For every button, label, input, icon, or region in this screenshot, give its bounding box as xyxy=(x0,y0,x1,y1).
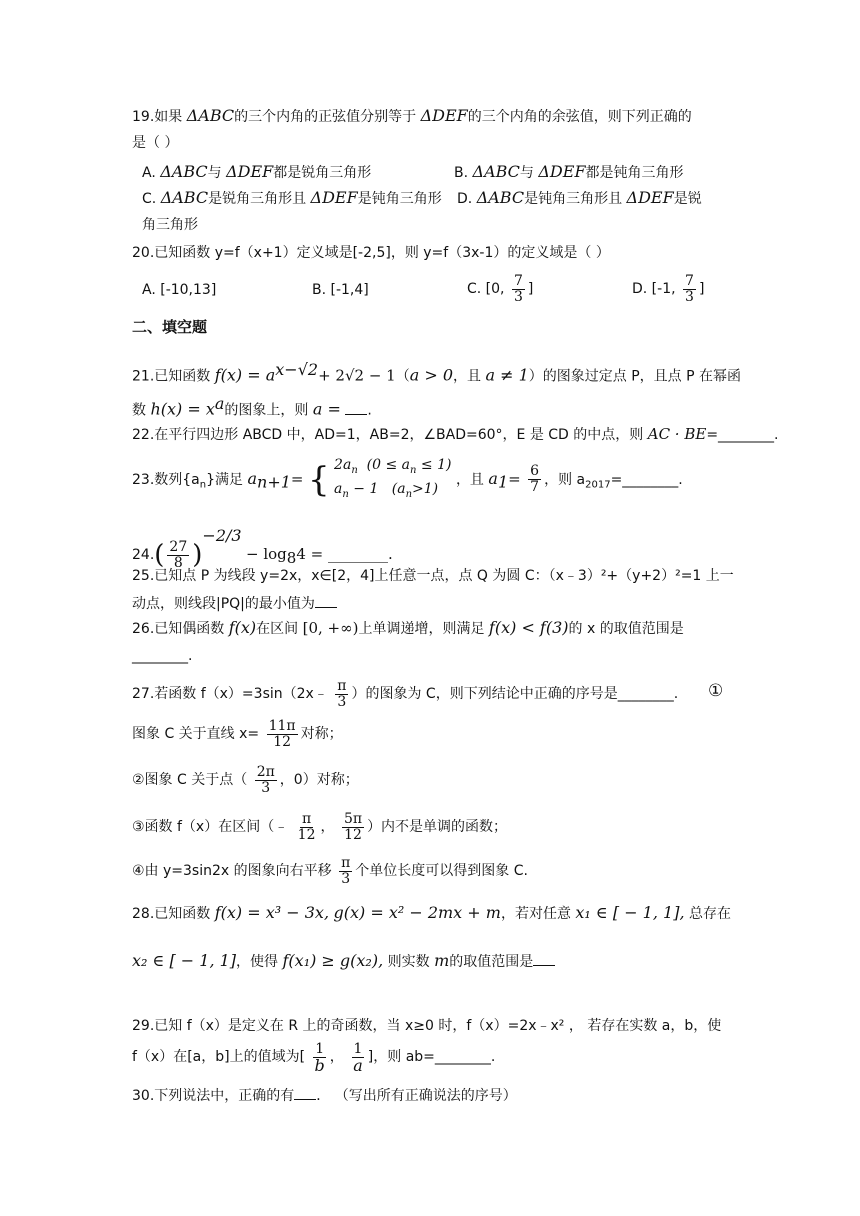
brace: { xyxy=(307,459,330,500)
fraction xyxy=(335,679,348,710)
text: 都是钝角三角形 xyxy=(585,165,684,181)
frac-den: 3 xyxy=(341,870,351,887)
answer-blank[interactable] xyxy=(533,951,555,966)
frac-num: 1 xyxy=(353,1040,363,1057)
math-def: ΔDEF xyxy=(626,188,674,207)
q20-option-c xyxy=(467,272,533,306)
text: 与 xyxy=(207,165,222,181)
paren: ) xyxy=(192,540,203,570)
q27-circle-1: ① xyxy=(708,681,724,701)
subscript: 8 xyxy=(286,548,297,567)
text: 是（ ） xyxy=(132,135,179,151)
frac-num: 6 xyxy=(530,463,540,480)
math: = xyxy=(290,469,304,488)
answer-blank[interactable] xyxy=(294,1085,316,1100)
subscript: n xyxy=(351,464,358,476)
case-cond: >1) xyxy=(412,480,439,497)
text: 27.若函数 f（x）=3sin（2x﹣ xyxy=(132,686,328,702)
text: 29.已知 f（x）是定义在 R 上的奇函数，当 x≥0 时，f（x）=2x﹣x² ， 若存在实数 a，b，使 xyxy=(132,1018,722,1034)
text: 对称； xyxy=(300,726,343,742)
text: 的三个内角的余弦值，则下列正确的 xyxy=(467,109,692,125)
frac-den: 12 xyxy=(344,826,362,843)
fraction xyxy=(528,464,541,495)
text: 是锐 xyxy=(673,191,702,207)
piecewise-cases xyxy=(334,456,451,504)
text: ）内不是单调的函数； xyxy=(367,819,508,835)
math-abc: ΔABC xyxy=(160,188,209,207)
text: 22.在平行四边形 ABCD 中，AD=1，AB=2，∠BAD=60°，E 是 CD 的中点，则 xyxy=(132,427,644,443)
case-cond: ≤ 1) xyxy=(416,457,452,473)
text: =________. xyxy=(610,471,683,488)
frac-num: π xyxy=(301,810,312,827)
text: ④由 y=3sin2x 的图象向右平移 xyxy=(132,863,332,879)
text: A. [-10,13] xyxy=(142,282,217,298)
math: f(x) < f(3) xyxy=(488,618,569,637)
math: a xyxy=(488,468,498,488)
math-vector: AC · BE xyxy=(647,425,707,443)
q27-statement-2 xyxy=(132,763,359,797)
q27-statement-4 xyxy=(132,854,528,888)
q27-line1 xyxy=(132,677,678,711)
math: a > 0 xyxy=(409,365,454,385)
fraction xyxy=(267,719,298,750)
text: 是钝角三角形且 xyxy=(524,191,623,207)
math: h(x) = x xyxy=(150,399,215,419)
option-label: A. xyxy=(142,165,156,181)
text: 个单位长度可以得到图象 C. xyxy=(355,863,528,879)
q20-option-b xyxy=(312,280,369,300)
q25-line1 xyxy=(132,566,734,586)
text: 图象 C 关于直线 x= xyxy=(132,726,260,742)
math-def: ΔDEF xyxy=(310,188,358,207)
frac-den: 3 xyxy=(685,288,694,305)
frac-num: π xyxy=(341,854,351,871)
math: + 2√2 − 1 xyxy=(318,366,396,385)
math: f(x) = a xyxy=(214,365,276,385)
q23-stem xyxy=(132,456,683,508)
fraction xyxy=(313,1042,327,1073)
math-exp: x−√2 xyxy=(275,360,319,379)
math: − log xyxy=(246,545,287,563)
fraction xyxy=(296,812,318,843)
math: 4 = ________. xyxy=(296,545,393,563)
text: ）的图象过定点 P，且点 P 在幂函 xyxy=(528,368,742,385)
text: ③函数 f（x）在区间（﹣ xyxy=(132,819,289,835)
q19-option-b xyxy=(454,162,684,183)
text: 的取值范围是 xyxy=(449,954,534,970)
frac-den: 8 xyxy=(173,554,183,571)
math: f(x) = x³ − 3x, xyxy=(214,903,330,922)
section-heading: 二、填空题 xyxy=(132,318,208,336)
q20-option-a xyxy=(142,280,216,300)
q20-stem xyxy=(132,243,610,263)
frac-num: 7 xyxy=(685,272,694,289)
fraction xyxy=(255,765,277,796)
subscript: 2017 xyxy=(585,479,611,491)
fraction xyxy=(512,274,525,305)
fraction xyxy=(339,856,352,887)
math-def: ΔDEF xyxy=(226,162,274,181)
subscript: n+1 xyxy=(257,472,291,492)
subscript: n xyxy=(199,479,207,491)
math-exp: −2/3 xyxy=(202,526,242,545)
option-label: B. xyxy=(454,165,469,181)
fraction xyxy=(351,1042,365,1073)
text: ②图象 C 关于点（ xyxy=(132,772,248,788)
text: ，0）对称； xyxy=(279,772,359,788)
q30-stem xyxy=(132,1085,517,1106)
text: 24. xyxy=(132,547,155,563)
text: 的图象上，则 xyxy=(224,402,309,419)
math: x₁ ∈ [ − 1, 1], xyxy=(575,903,685,922)
fraction xyxy=(683,274,696,305)
text: 19.如果 xyxy=(132,109,183,125)
option-label: C. xyxy=(142,191,157,207)
q28-line1 xyxy=(132,903,731,924)
text: B. [-1,4] xyxy=(312,282,369,298)
case-cond: (0 ≤ a xyxy=(366,457,411,473)
frac-num: 7 xyxy=(513,272,523,289)
text: ] xyxy=(527,281,534,297)
math-abc: ΔABC xyxy=(186,106,235,125)
case: 2a xyxy=(334,457,352,473)
frac-den: b xyxy=(314,1055,325,1075)
q25-line2 xyxy=(132,593,337,614)
text: 总存在 xyxy=(689,906,731,922)
frac-num: π xyxy=(337,677,347,694)
text: 是锐角三角形且 xyxy=(208,191,307,207)
q22-stem xyxy=(132,424,779,445)
frac-den: 12 xyxy=(297,826,316,843)
text: 的三个内角的正弦值分别等于 xyxy=(234,109,417,125)
answer-blank[interactable] xyxy=(315,593,337,608)
q27-statement-1 xyxy=(132,717,343,751)
text: ，使得 xyxy=(236,954,279,970)
case: − 1 xyxy=(348,480,379,497)
text: ，且 xyxy=(453,368,482,385)
text: 是钝角三角形 xyxy=(357,191,442,207)
frac-den: 3 xyxy=(337,693,347,710)
frac-den: 3 xyxy=(513,288,523,305)
math: a xyxy=(247,468,258,488)
math: a = xyxy=(312,399,341,419)
case: a xyxy=(334,480,343,497)
text: ， xyxy=(320,819,335,835)
q19-option-d xyxy=(457,188,702,209)
subscript: n xyxy=(405,488,413,500)
answer-blank[interactable] xyxy=(345,400,367,415)
math: x₂ ∈ [ − 1, 1] xyxy=(132,951,237,970)
text: 则实数 xyxy=(387,954,430,970)
math: f(x₁) ≥ g(x₂), xyxy=(282,951,384,970)
q20-option-d xyxy=(632,272,704,306)
text: 在区间 xyxy=(256,621,299,637)
frac-num: 1 xyxy=(315,1040,325,1057)
text: 的 x 的取值范围是 xyxy=(568,621,684,637)
fraction xyxy=(342,812,364,843)
text: ________. xyxy=(132,648,193,664)
q29-line1 xyxy=(132,1016,721,1036)
text: =________. xyxy=(706,427,779,443)
text: （ xyxy=(395,368,410,385)
math-abc: ΔABC xyxy=(472,162,520,181)
math: a ≠ 1 xyxy=(485,365,529,385)
math: [0, +∞) xyxy=(302,619,359,637)
q19-stem-line2 xyxy=(132,133,178,153)
math: = xyxy=(508,469,521,488)
math-abc: ΔABC xyxy=(476,188,525,207)
text: 角三角形 xyxy=(142,217,198,233)
frac-den: 7 xyxy=(530,479,540,496)
math: f(x) xyxy=(228,618,257,637)
q27-statement-3 xyxy=(132,810,507,844)
text: 上单调递增，则满足 xyxy=(358,621,485,637)
text: ， xyxy=(329,1049,344,1065)
frac-den: a xyxy=(353,1055,363,1075)
text: C. [0, xyxy=(467,281,505,297)
frac-num: 27 xyxy=(169,538,188,555)
text: }满足 xyxy=(206,471,244,488)
q26-line1 xyxy=(132,618,684,639)
text: 23.数列{a xyxy=(132,471,200,488)
case-cond: (a xyxy=(391,480,406,497)
text: 动点，则线段|PQ|的最小值为 xyxy=(132,596,315,612)
text: ，则 a xyxy=(544,471,586,488)
text: 都是锐角三角形 xyxy=(273,165,372,181)
text: 28.已知函数 xyxy=(132,906,211,922)
text: ． （写出所有正确说法的序号） xyxy=(316,1088,517,1104)
subscript: n xyxy=(410,464,417,476)
text: 与 xyxy=(519,165,534,181)
option-label: D. xyxy=(457,191,473,207)
q28-line2 xyxy=(132,951,555,972)
q19-option-c xyxy=(142,188,442,209)
math-def: ΔDEF xyxy=(420,106,468,125)
text: ]，则 ab=________. xyxy=(367,1049,496,1065)
q19-stem-line1 xyxy=(132,106,692,127)
q26-line2 xyxy=(132,646,192,666)
q19-option-d-cont xyxy=(142,215,198,235)
q21-line2 xyxy=(132,394,372,421)
text: 25.已知点 P 为线段 y=2x，x∈[2，4]上任意一点，点 Q 为圆 C：（x﹣3）²+（y+2）²=1 上一 xyxy=(132,568,734,584)
paren: ( xyxy=(154,540,165,570)
q21-line1 xyxy=(132,360,741,387)
math-abc: ΔABC xyxy=(160,162,208,181)
text: 21.已知函数 xyxy=(132,368,211,385)
math: m xyxy=(434,951,450,970)
frac-den: 3 xyxy=(261,779,271,796)
text: f（x）在[a，b]上的值域为[ xyxy=(132,1049,306,1065)
math-def: ΔDEF xyxy=(538,162,586,181)
frac-num: 5π xyxy=(343,810,363,827)
frac-num: 2π xyxy=(256,763,275,780)
text: 26.已知偶函数 xyxy=(132,621,225,637)
text: D. [-1, xyxy=(632,281,676,297)
text: . xyxy=(367,402,372,419)
text: ] xyxy=(698,281,705,297)
math-exp: a xyxy=(214,394,225,413)
subscript: n xyxy=(342,488,349,500)
frac-den: 12 xyxy=(273,733,292,750)
text: 30.下列说法中，正确的有 xyxy=(132,1088,295,1104)
text: ，若对任意 xyxy=(500,906,571,922)
q29-line2 xyxy=(132,1040,495,1074)
text: ）的图象为 C，则下列结论中正确的序号是________. xyxy=(351,686,679,702)
subscript: 1 xyxy=(497,472,509,492)
text: ，且 xyxy=(455,471,484,488)
text: 数 xyxy=(132,402,146,419)
math: g(x) = x² − 2mx + m xyxy=(333,903,501,922)
text: 20.已知函数 y=f（x+1）定义域是[-2,5]，则 y=f（3x-1）的定义域是（ ） xyxy=(132,245,610,261)
q19-option-a xyxy=(142,162,371,183)
frac-num: 11π xyxy=(268,717,296,734)
